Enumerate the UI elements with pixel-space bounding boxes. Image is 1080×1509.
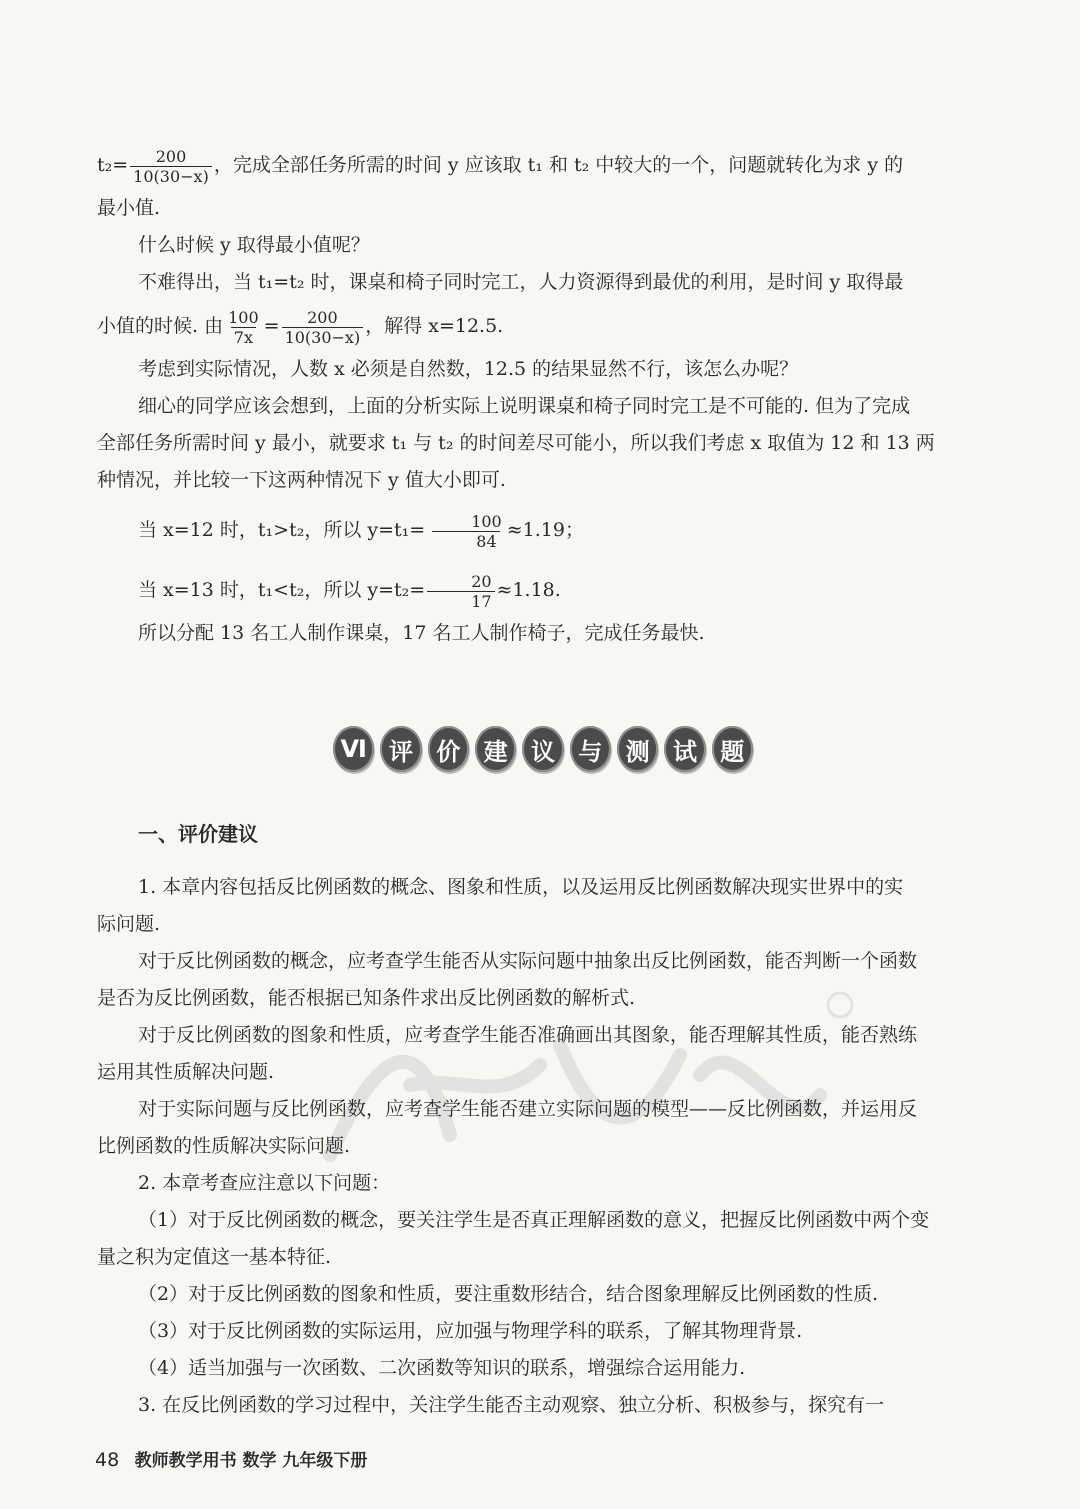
line-5: 小值的时候. 由 $\frac{100}{7x}$ = $\frac{200}{10(30-x)}$ ，解得 x=12.5. [97,307,504,347]
section-title: 一、评价建议 [138,822,258,846]
section-banner [333,724,753,774]
para-line: （1）对于反比例函数的概念，要关注学生是否真正理解函数的意义，把握反比例函数中两个变 [138,1209,930,1231]
banner-char: 评 [380,726,421,772]
para-line: 量之积为定值这一基本特征. [97,1246,332,1268]
banner-char: 与 [570,726,611,772]
fraction-20-over-17: $\frac{20}{17}$ [427,572,494,611]
para-line: （3）对于反比例函数的实际运用，应加强与物理学科的联系，了解其物理背景. [138,1320,803,1342]
line-11: 当 x=13 时，t₁<t₂，所以 y=t₂= $\frac{20}{17}$ ≈1.18. [138,571,561,611]
para-line: 3. 在反比例函数的学习过程中，关注学生能否主动观察、独立分析、积极参与，探究有一 [138,1394,885,1416]
para-line: （2）对于反比例函数的图象和性质，要注重数形结合，结合图象理解反比例函数的性质. [138,1283,879,1305]
banner-char: 建 [475,726,516,772]
fraction-100-over-7x: $\frac{100}{7x}$ [228,307,259,347]
para-line: （4）适当加强与一次函数、二次函数等知识的联系，增强综合运用能力. [138,1357,746,1379]
para-line: 1. 本章内容包括反比例函数的概念、图象和性质，以及运用反比例函数解决现实世界中的实 [138,876,904,898]
line-8: 全部任务所需时间 y 最小，就要求 t₁ 与 t₂ 的时间差尽可能小，所以我们考虑 x 取值为 12 和 13 两 [97,432,935,454]
line-12: 所以分配 13 名工人制作课桌，17 名工人制作椅子，完成任务最快. [138,622,705,644]
banner-char: Ⅵ [333,726,374,772]
para-line: 对于实际问题与反比例函数，应考查学生能否建立实际问题的模型——反比例函数，并运用反 [138,1098,918,1120]
page-number: 48 [95,1449,120,1471]
line-2: 最小值. [97,197,161,219]
top-paragraphs [97,140,993,652]
banner-char: 试 [664,726,705,772]
para-line: 是否为反比例函数，能否根据已知条件求出反比例函数的解析式. [97,987,636,1009]
para-line: 2. 本章考查应注意以下问题： [138,1172,391,1194]
evaluation-paragraphs [97,869,993,1424]
para-line: 对于反比例函数的图象和性质，应考查学生能否准确画出其图象，能否理解其性质，能否熟练 [138,1024,918,1046]
line-10: 当 x=12 时，t₁>t₂，所以 y=t₁= $\frac{100}{84}$ ≈1.19； [138,511,584,551]
fraction-100-over-84: $\frac{100}{84}$ [427,512,505,551]
banner-char: 价 [428,726,469,772]
line-3: 什么时候 y 取得最小值呢？ [138,234,370,256]
line-9: 种情况，并比较一下这两种情况下 y 值大小即可. [97,469,506,491]
para-line: 比例函数的性质解决实际问题. [97,1135,351,1157]
line-4: 不难得出，当 t₁=t₂ 时，课桌和椅子同时完工，人力资源得到最优的利用，是时间 y 取得最 [138,271,904,293]
page-footer [95,1446,367,1471]
para-line: 对于反比例函数的概念，应考查学生能否从实际问题中抽象出反比例函数，能否判断一个函数 [138,950,918,972]
fraction-200-over-10b: $\frac{200}{10(30-x)}$ [282,308,364,347]
line-7: 细心的同学应该会想到，上面的分析实际上说明课桌和椅子同时完工是不可能的. 但为了完成 [138,395,911,417]
banner-char: 测 [617,726,658,772]
banner-char: 议 [522,726,563,772]
banner-char: 题 [712,726,753,772]
fraction-200-over-10: $\frac{200}{10(30-x)}$ [130,147,212,186]
para-line: 际问题. [97,913,161,935]
line-1: t₂= $\frac{200}{10(30-x)}$ ，完成全部任务所需的时间 y 应该取 t₁ 和 t₂ 中较大的一个，问题就转化为求 y 的 [97,146,904,186]
para-line: 运用其性质解决问题. [97,1061,275,1083]
line-6: 考虑到实际情况，人数 x 必须是自然数，12.5 的结果显然不行，该怎么办呢？ [138,358,799,380]
book-title: 教师教学用书 数学 九年级下册 [134,1451,368,1471]
